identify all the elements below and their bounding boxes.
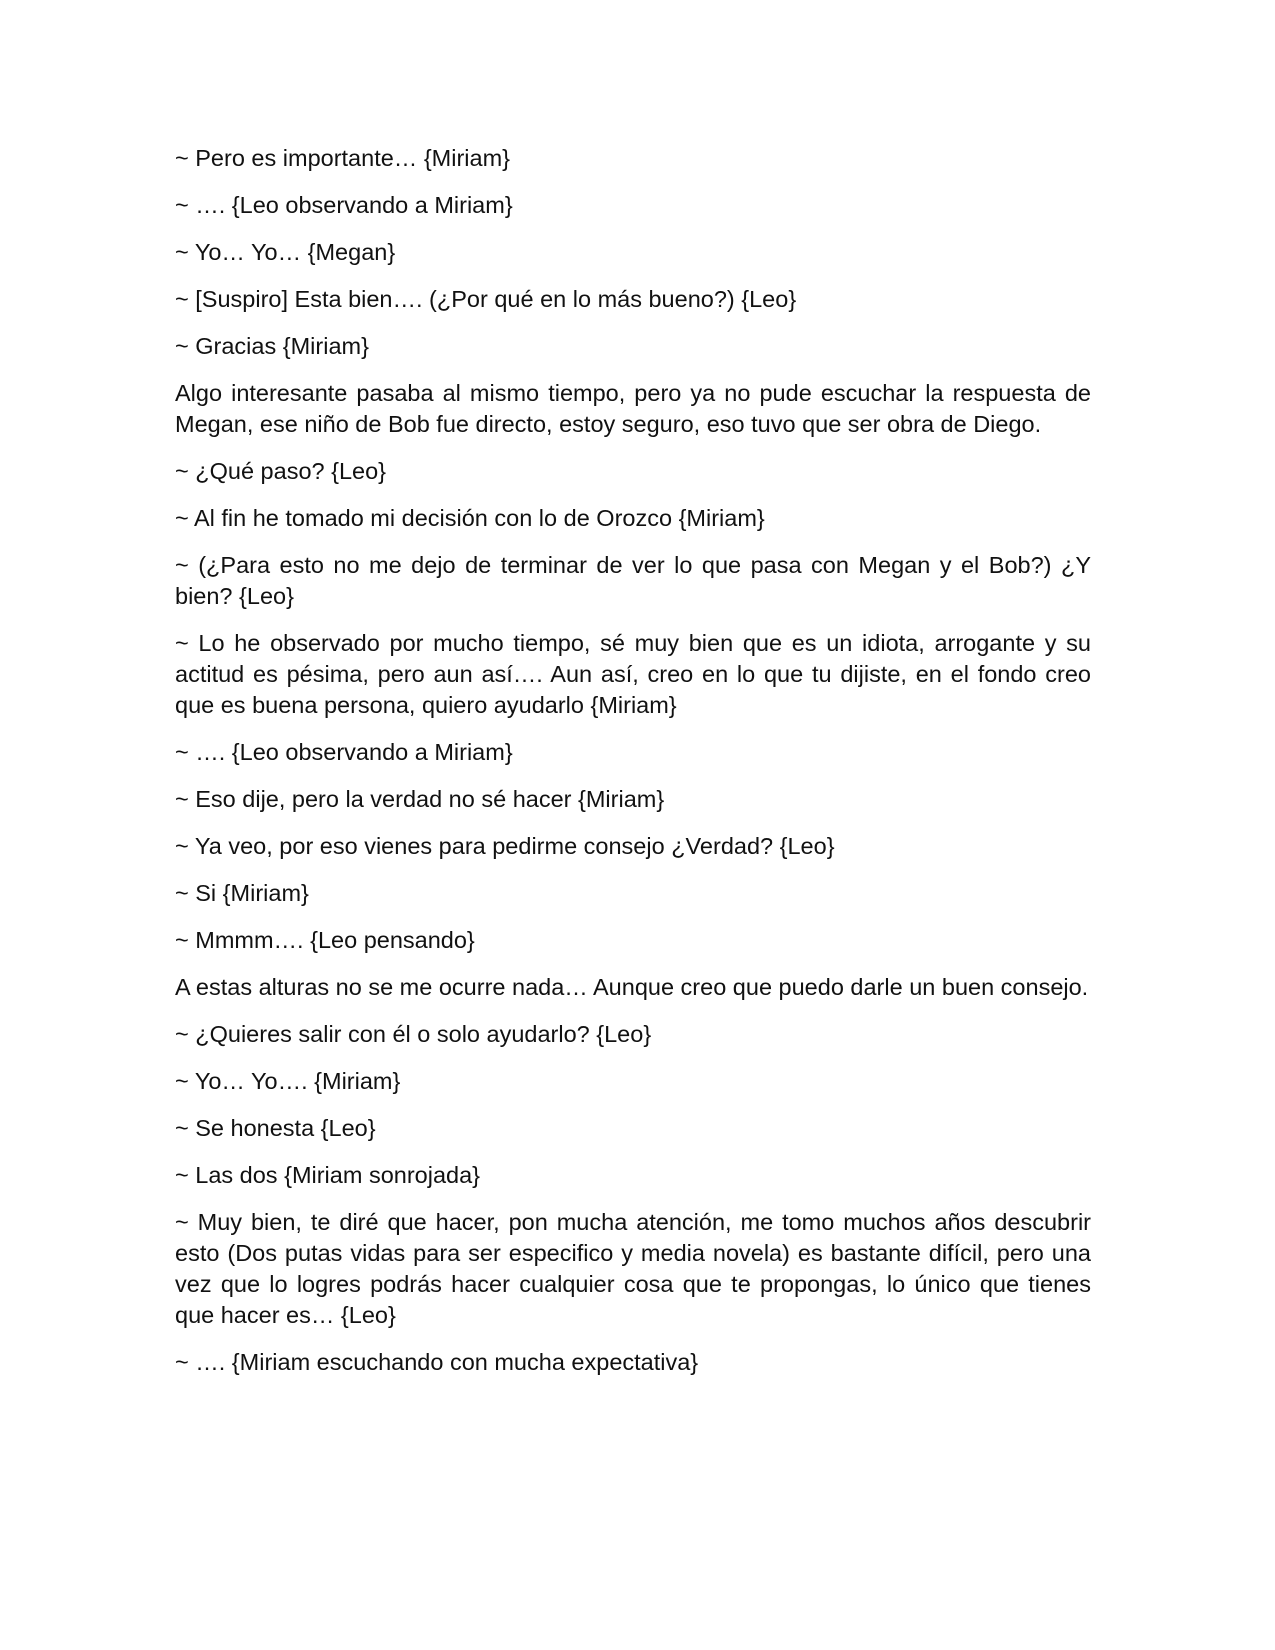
dialogue-line: ~ Lo he observado por mucho tiempo, sé muy bien que es un idiota, arrogante y su actitud es pésima, pero aun así…. Aun así, creo en lo que tu dijiste, en el fondo creo que es buena persona, quiero ayudarlo {Miriam} [175, 630, 1091, 718]
narration-paragraph: A estas alturas no se me ocurre nada… Aunque creo que puedo darle un buen consejo. [175, 974, 1089, 1000]
dialogue-line: ~ Se honesta {Leo} [175, 1115, 376, 1141]
dialogue-line: ~ Mmmm…. {Leo pensando} [175, 927, 475, 953]
dialogue-paragraph: ~ Muy bien, te diré que hacer, pon mucha atención, me tomo muchos años descubrir esto (Dos putas vidas para ser especifico y media novela) es bastante difícil, pero una vez que lo logres podrás hacer cualquier cosa que te propongas, lo único que tienes que hacer es… {Leo} [175, 1209, 1091, 1328]
dialogue-line: ~ Ya veo, por eso vienes para pedirme consejo ¿Verdad? {Leo} [175, 833, 835, 859]
dialogue-line: ~ Si {Miriam} [175, 880, 309, 906]
dialogue-line: ~ ¿Quieres salir con él o solo ayudarlo? {Leo} [175, 1021, 652, 1047]
dialogue-line: ~ ¿Qué paso? {Leo} [175, 458, 387, 484]
dialogue-line: ~ Al fin he tomado mi decisión con lo de Orozco {Miriam} [175, 505, 765, 531]
dialogue-line: ~ Pero es importante… {Miriam} [175, 145, 511, 171]
dialogue-line: ~ Las dos {Miriam sonrojada} [175, 1162, 481, 1188]
dialogue-line: ~ (¿Para esto no me dejo de terminar de ver lo que pasa con Megan y el Bob?) ¿Y bien? {Leo} [175, 552, 1091, 609]
dialogue-line: ~ Yo… Yo… {Megan} [175, 239, 396, 265]
dialogue-line: ~ …. {Miriam escuchando con mucha expectativa} [175, 1349, 699, 1375]
dialogue-line: ~ Yo… Yo…. {Miriam} [175, 1068, 401, 1094]
dialogue-line: ~ [Suspiro] Esta bien…. (¿Por qué en lo más bueno?) {Leo} [175, 286, 797, 312]
dialogue-line: ~ …. {Leo observando a Miriam} [175, 739, 513, 765]
narration-paragraph: Algo interesante pasaba al mismo tiempo, pero ya no pude escuchar la respuesta de Megan, ese niño de Bob fue directo, estoy seguro, eso tuvo que ser obra de Diego. [175, 380, 1091, 437]
document-page [175, 143, 1091, 1394]
dialogue-line: ~ …. {Leo observando a Miriam} [175, 192, 513, 218]
dialogue-line: ~ Eso dije, pero la verdad no sé hacer {Miriam} [175, 786, 665, 812]
dialogue-line: ~ Gracias {Miriam} [175, 333, 369, 359]
